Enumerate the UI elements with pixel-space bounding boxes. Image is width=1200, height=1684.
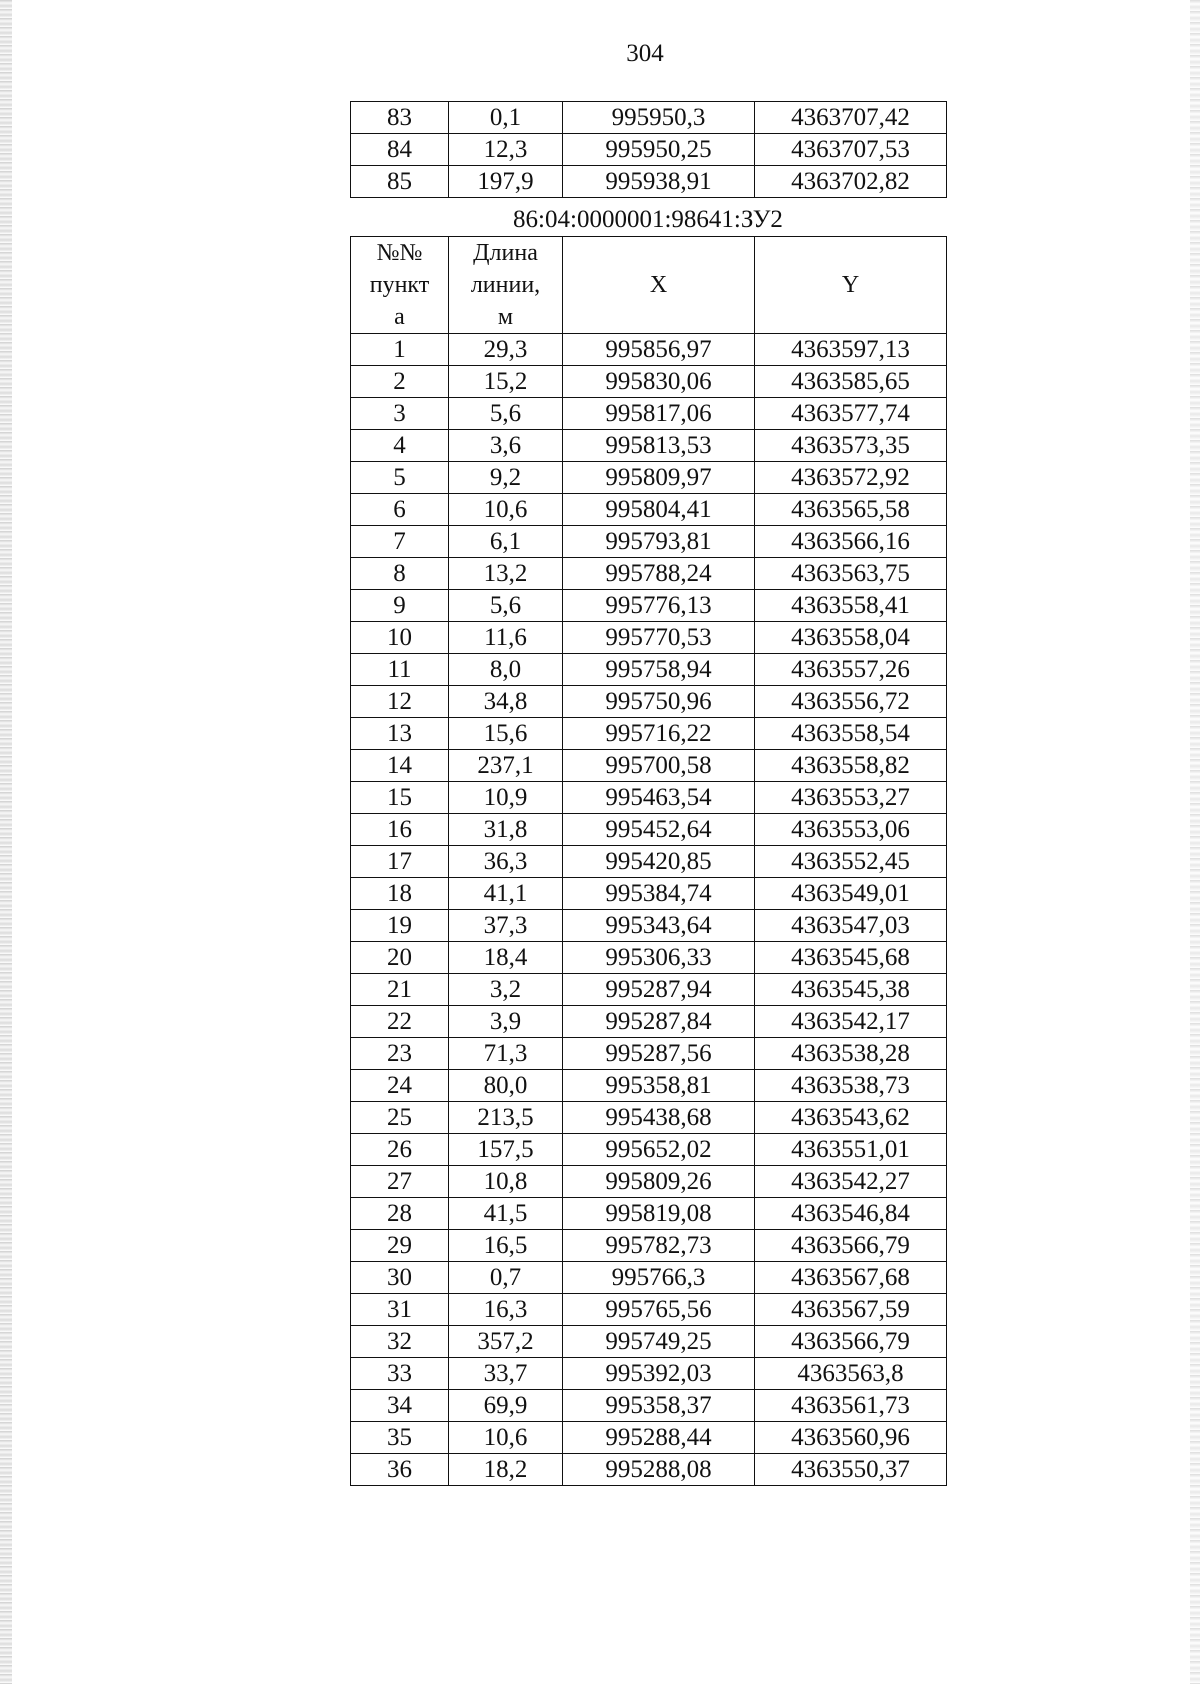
cell-point-number: 12 bbox=[351, 686, 449, 718]
cell-line-length: 10,6 bbox=[449, 494, 563, 526]
cell-y: 4363707,42 bbox=[755, 102, 947, 134]
header-line-length-line1: Длина bbox=[473, 240, 538, 266]
table-row bbox=[351, 102, 947, 134]
cell-x: 995765,56 bbox=[563, 1294, 755, 1326]
cell-x: 995652,02 bbox=[563, 1134, 755, 1166]
cell-point-number: 29 bbox=[351, 1230, 449, 1262]
cell-y: 4363567,59 bbox=[755, 1294, 947, 1326]
cell-point-number: 2 bbox=[351, 366, 449, 398]
cell-y: 4363563,8 bbox=[755, 1358, 947, 1390]
cell-x: 995813,53 bbox=[563, 430, 755, 462]
table-row bbox=[351, 1006, 947, 1038]
cell-point-number: 24 bbox=[351, 1070, 449, 1102]
table-row bbox=[351, 654, 947, 686]
table-row bbox=[351, 430, 947, 462]
cell-line-length: 34,8 bbox=[449, 686, 563, 718]
cell-line-length: 11,6 bbox=[449, 622, 563, 654]
cell-point-number: 13 bbox=[351, 718, 449, 750]
cell-x: 995766,3 bbox=[563, 1262, 755, 1294]
cell-point-number: 7 bbox=[351, 526, 449, 558]
cell-point-number: 15 bbox=[351, 782, 449, 814]
cell-x: 995288,44 bbox=[563, 1422, 755, 1454]
cell-y: 4363556,72 bbox=[755, 686, 947, 718]
cell-point-number: 30 bbox=[351, 1262, 449, 1294]
cell-x: 995950,3 bbox=[563, 102, 755, 134]
coordinates-table-body bbox=[351, 334, 947, 1486]
cell-x: 995392,03 bbox=[563, 1358, 755, 1390]
table-row bbox=[351, 1134, 947, 1166]
table-row bbox=[351, 1102, 947, 1134]
cell-point-number: 5 bbox=[351, 462, 449, 494]
header-point-number-line3: а bbox=[394, 304, 405, 330]
table-row bbox=[351, 1294, 947, 1326]
cell-y: 4363553,06 bbox=[755, 814, 947, 846]
table-row bbox=[351, 1422, 947, 1454]
table-row bbox=[351, 782, 947, 814]
cell-point-number: 20 bbox=[351, 942, 449, 974]
cell-point-number: 83 bbox=[351, 102, 449, 134]
cell-point-number: 84 bbox=[351, 134, 449, 166]
cell-line-length: 41,1 bbox=[449, 878, 563, 910]
cell-line-length: 80,0 bbox=[449, 1070, 563, 1102]
cell-line-length: 3,6 bbox=[449, 430, 563, 462]
cell-x: 995776,13 bbox=[563, 590, 755, 622]
cell-y: 4363563,75 bbox=[755, 558, 947, 590]
header-line-length bbox=[449, 237, 563, 334]
cell-y: 4363552,45 bbox=[755, 846, 947, 878]
cell-point-number: 6 bbox=[351, 494, 449, 526]
cell-line-length: 13,2 bbox=[449, 558, 563, 590]
cell-x: 995770,53 bbox=[563, 622, 755, 654]
cell-point-number: 17 bbox=[351, 846, 449, 878]
cell-point-number: 14 bbox=[351, 750, 449, 782]
header-x: X bbox=[563, 237, 755, 334]
cell-line-length: 41,5 bbox=[449, 1198, 563, 1230]
cell-point-number: 22 bbox=[351, 1006, 449, 1038]
cell-point-number: 11 bbox=[351, 654, 449, 686]
cell-point-number: 27 bbox=[351, 1166, 449, 1198]
cell-x: 995749,25 bbox=[563, 1326, 755, 1358]
table-row bbox=[351, 686, 947, 718]
cell-y: 4363558,82 bbox=[755, 750, 947, 782]
table-row bbox=[351, 974, 947, 1006]
cell-y: 4363546,84 bbox=[755, 1198, 947, 1230]
cell-x: 995306,33 bbox=[563, 942, 755, 974]
cell-x: 995716,22 bbox=[563, 718, 755, 750]
cell-x: 995788,24 bbox=[563, 558, 755, 590]
table-row bbox=[351, 1262, 947, 1294]
table-row bbox=[351, 462, 947, 494]
table-row bbox=[351, 1070, 947, 1102]
table-row bbox=[351, 334, 947, 366]
header-point-number-line1: №№ bbox=[376, 240, 423, 266]
cell-x: 995343,64 bbox=[563, 910, 755, 942]
cell-y: 4363557,26 bbox=[755, 654, 947, 686]
cell-y: 4363558,04 bbox=[755, 622, 947, 654]
cell-point-number: 23 bbox=[351, 1038, 449, 1070]
cell-y: 4363545,38 bbox=[755, 974, 947, 1006]
cell-y: 4363538,73 bbox=[755, 1070, 947, 1102]
cell-line-length: 18,4 bbox=[449, 942, 563, 974]
cell-y: 4363549,01 bbox=[755, 878, 947, 910]
cell-y: 4363567,68 bbox=[755, 1262, 947, 1294]
cell-line-length: 3,9 bbox=[449, 1006, 563, 1038]
table-row bbox=[351, 494, 947, 526]
cell-point-number: 8 bbox=[351, 558, 449, 590]
cell-point-number: 16 bbox=[351, 814, 449, 846]
cell-y: 4363577,74 bbox=[755, 398, 947, 430]
cell-line-length: 357,2 bbox=[449, 1326, 563, 1358]
cell-x: 995950,25 bbox=[563, 134, 755, 166]
cell-y: 4363558,54 bbox=[755, 718, 947, 750]
cell-y: 4363566,79 bbox=[755, 1230, 947, 1262]
cell-x: 995758,94 bbox=[563, 654, 755, 686]
section-title: 86:04:0000001:98641:ЗУ2 bbox=[513, 206, 783, 233]
table-row bbox=[351, 878, 947, 910]
cell-point-number: 4 bbox=[351, 430, 449, 462]
table-row bbox=[351, 814, 947, 846]
cell-line-length: 37,3 bbox=[449, 910, 563, 942]
header-point-number bbox=[351, 237, 449, 334]
table-row bbox=[351, 366, 947, 398]
cell-point-number: 85 bbox=[351, 166, 449, 198]
cell-point-number: 21 bbox=[351, 974, 449, 1006]
cell-y: 4363545,68 bbox=[755, 942, 947, 974]
header-y: Y bbox=[755, 237, 947, 334]
page-number: 304 bbox=[626, 40, 664, 67]
cell-x: 995463,54 bbox=[563, 782, 755, 814]
table-row bbox=[351, 910, 947, 942]
cell-line-length: 10,6 bbox=[449, 1422, 563, 1454]
coordinates-table bbox=[350, 236, 947, 1486]
cell-x: 995287,56 bbox=[563, 1038, 755, 1070]
table-row bbox=[351, 1166, 947, 1198]
cell-line-length: 18,2 bbox=[449, 1454, 563, 1486]
cell-y: 4363560,96 bbox=[755, 1422, 947, 1454]
cell-point-number: 36 bbox=[351, 1454, 449, 1486]
header-point-number-line2: пункт bbox=[369, 272, 430, 298]
header-line-length-line2: линии, bbox=[470, 272, 541, 298]
cell-x: 995830,06 bbox=[563, 366, 755, 398]
cell-x: 995438,68 bbox=[563, 1102, 755, 1134]
cell-point-number: 34 bbox=[351, 1390, 449, 1422]
cell-x: 995793,81 bbox=[563, 526, 755, 558]
cell-y: 4363597,13 bbox=[755, 334, 947, 366]
cell-line-length: 0,7 bbox=[449, 1262, 563, 1294]
cell-y: 4363543,62 bbox=[755, 1102, 947, 1134]
cell-x: 995420,85 bbox=[563, 846, 755, 878]
cell-x: 995750,96 bbox=[563, 686, 755, 718]
cell-point-number: 33 bbox=[351, 1358, 449, 1390]
header-row bbox=[351, 237, 947, 334]
cell-line-length: 15,6 bbox=[449, 718, 563, 750]
cell-line-length: 10,9 bbox=[449, 782, 563, 814]
cell-x: 995384,74 bbox=[563, 878, 755, 910]
cell-line-length: 213,5 bbox=[449, 1102, 563, 1134]
table-row bbox=[351, 590, 947, 622]
cell-x: 995452,64 bbox=[563, 814, 755, 846]
cell-y: 4363547,03 bbox=[755, 910, 947, 942]
cell-y: 4363542,17 bbox=[755, 1006, 947, 1038]
cell-point-number: 3 bbox=[351, 398, 449, 430]
cell-y: 4363553,27 bbox=[755, 782, 947, 814]
cell-x: 995358,37 bbox=[563, 1390, 755, 1422]
table-row bbox=[351, 846, 947, 878]
cell-point-number: 18 bbox=[351, 878, 449, 910]
cell-point-number: 28 bbox=[351, 1198, 449, 1230]
cell-x: 995804,41 bbox=[563, 494, 755, 526]
table-row bbox=[351, 134, 947, 166]
cell-point-number: 31 bbox=[351, 1294, 449, 1326]
header-line-length-line3: м bbox=[497, 304, 514, 330]
continuation-table-body bbox=[351, 102, 947, 198]
cell-line-length: 197,9 bbox=[449, 166, 563, 198]
cell-line-length: 71,3 bbox=[449, 1038, 563, 1070]
cell-y: 4363585,65 bbox=[755, 366, 947, 398]
cell-line-length: 5,6 bbox=[449, 590, 563, 622]
cell-x: 995358,81 bbox=[563, 1070, 755, 1102]
cell-y: 4363572,92 bbox=[755, 462, 947, 494]
cell-x: 995700,58 bbox=[563, 750, 755, 782]
table-row bbox=[351, 1326, 947, 1358]
cell-point-number: 10 bbox=[351, 622, 449, 654]
cell-x: 995856,97 bbox=[563, 334, 755, 366]
cell-line-length: 6,1 bbox=[449, 526, 563, 558]
cell-y: 4363538,28 bbox=[755, 1038, 947, 1070]
cell-line-length: 157,5 bbox=[449, 1134, 563, 1166]
table-row bbox=[351, 166, 947, 198]
cell-y: 4363561,73 bbox=[755, 1390, 947, 1422]
table-row bbox=[351, 1038, 947, 1070]
cell-x: 995287,94 bbox=[563, 974, 755, 1006]
cell-point-number: 19 bbox=[351, 910, 449, 942]
table-row bbox=[351, 558, 947, 590]
cell-point-number: 26 bbox=[351, 1134, 449, 1166]
cell-line-length: 15,2 bbox=[449, 366, 563, 398]
cell-line-length: 36,3 bbox=[449, 846, 563, 878]
cell-y: 4363565,58 bbox=[755, 494, 947, 526]
cell-y: 4363573,35 bbox=[755, 430, 947, 462]
cell-line-length: 16,3 bbox=[449, 1294, 563, 1326]
cell-line-length: 0,1 bbox=[449, 102, 563, 134]
cell-x: 995817,06 bbox=[563, 398, 755, 430]
cell-line-length: 33,7 bbox=[449, 1358, 563, 1390]
cell-point-number: 32 bbox=[351, 1326, 449, 1358]
cell-line-length: 9,2 bbox=[449, 462, 563, 494]
table-row bbox=[351, 1390, 947, 1422]
table-row bbox=[351, 718, 947, 750]
table-row bbox=[351, 398, 947, 430]
cell-line-length: 16,5 bbox=[449, 1230, 563, 1262]
cell-line-length: 237,1 bbox=[449, 750, 563, 782]
cell-x: 995288,08 bbox=[563, 1454, 755, 1486]
cell-x: 995809,97 bbox=[563, 462, 755, 494]
cell-x: 995809,26 bbox=[563, 1166, 755, 1198]
table-row bbox=[351, 622, 947, 654]
scan-edge-right bbox=[1190, 0, 1200, 1684]
cell-x: 995782,73 bbox=[563, 1230, 755, 1262]
continuation-table bbox=[350, 101, 947, 198]
table-row bbox=[351, 942, 947, 974]
cell-y: 4363566,16 bbox=[755, 526, 947, 558]
table-row bbox=[351, 1454, 947, 1486]
cell-point-number: 1 bbox=[351, 334, 449, 366]
cell-x: 995819,08 bbox=[563, 1198, 755, 1230]
cell-point-number: 25 bbox=[351, 1102, 449, 1134]
cell-y: 4363707,53 bbox=[755, 134, 947, 166]
table-row bbox=[351, 1358, 947, 1390]
cell-y: 4363558,41 bbox=[755, 590, 947, 622]
cell-line-length: 8,0 bbox=[449, 654, 563, 686]
cell-y: 4363542,27 bbox=[755, 1166, 947, 1198]
cell-point-number: 35 bbox=[351, 1422, 449, 1454]
cell-y: 4363566,79 bbox=[755, 1326, 947, 1358]
cell-line-length: 3,2 bbox=[449, 974, 563, 1006]
cell-y: 4363550,37 bbox=[755, 1454, 947, 1486]
table-header bbox=[351, 237, 947, 334]
cell-line-length: 5,6 bbox=[449, 398, 563, 430]
cell-line-length: 29,3 bbox=[449, 334, 563, 366]
table-row bbox=[351, 1198, 947, 1230]
cell-x: 995938,91 bbox=[563, 166, 755, 198]
cell-y: 4363702,82 bbox=[755, 166, 947, 198]
cell-line-length: 12,3 bbox=[449, 134, 563, 166]
table-row bbox=[351, 1230, 947, 1262]
cell-line-length: 10,8 bbox=[449, 1166, 563, 1198]
table-row bbox=[351, 526, 947, 558]
cell-point-number: 9 bbox=[351, 590, 449, 622]
cell-line-length: 69,9 bbox=[449, 1390, 563, 1422]
cell-y: 4363551,01 bbox=[755, 1134, 947, 1166]
cell-line-length: 31,8 bbox=[449, 814, 563, 846]
table-row bbox=[351, 750, 947, 782]
scan-edge-left bbox=[0, 0, 12, 1684]
cell-x: 995287,84 bbox=[563, 1006, 755, 1038]
